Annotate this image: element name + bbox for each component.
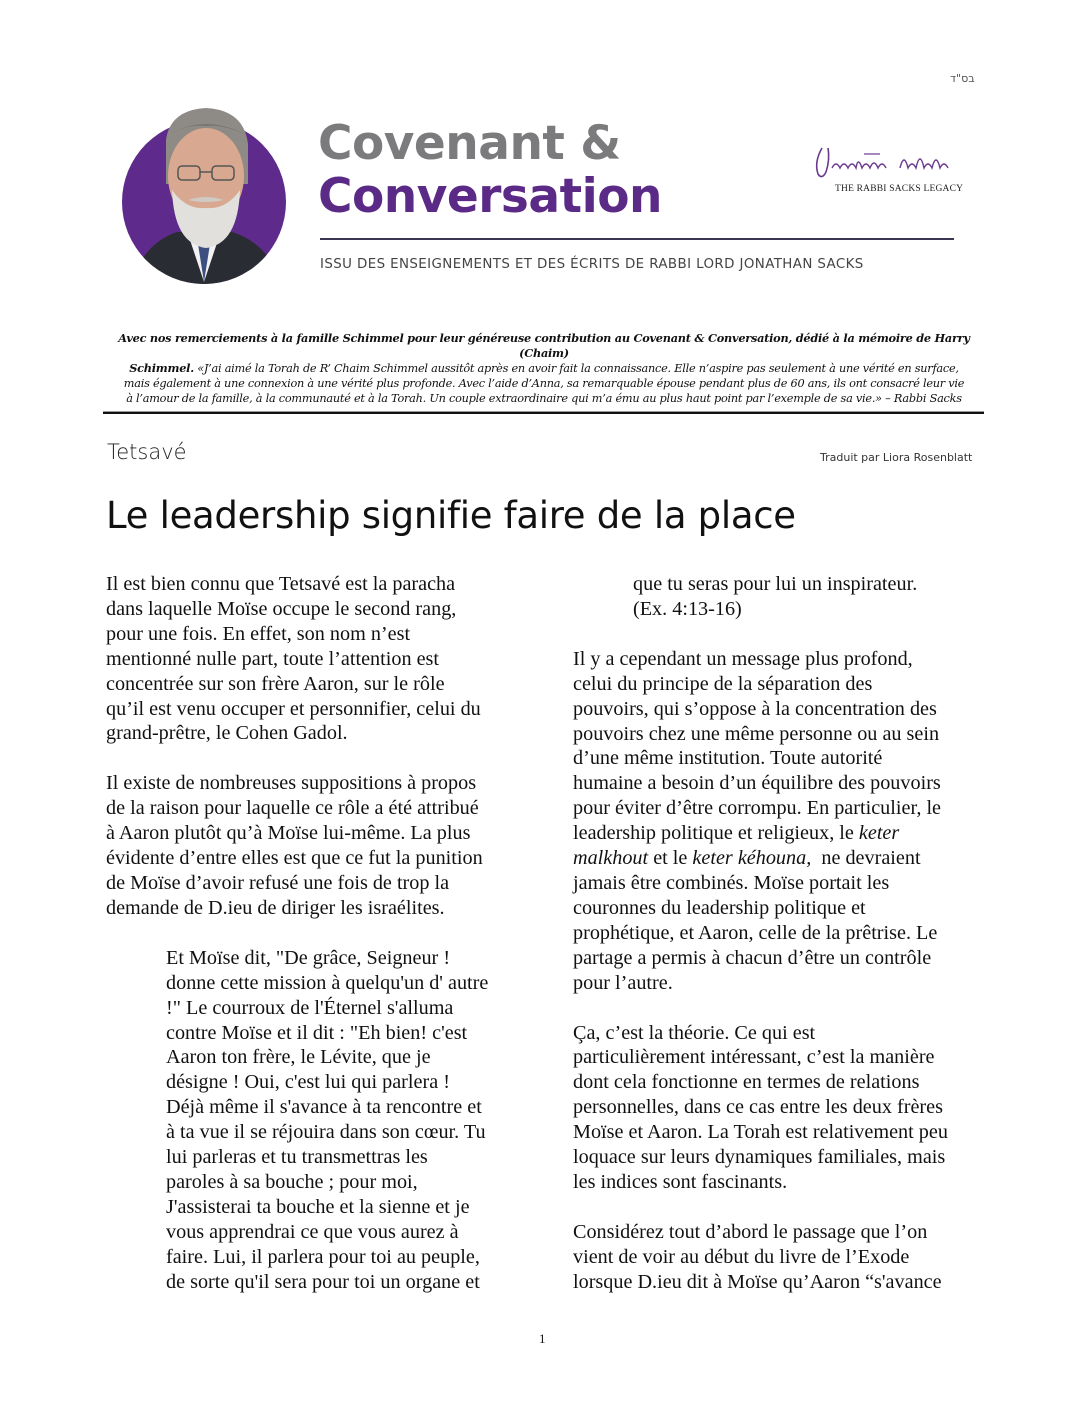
text-line: que tu seras pour lui un inspirateur. bbox=[633, 573, 918, 595]
text-line: dont cela fonctionne en termes de relations bbox=[573, 1071, 920, 1094]
text-line: !" Le courroux de l'Éternel s'alluma bbox=[166, 996, 454, 1019]
paragraph bbox=[106, 771, 488, 920]
brand-divider bbox=[320, 238, 954, 240]
hebrew-term: malkhout bbox=[573, 847, 649, 870]
text-line: demande de D.ieu de diriger les israélites. bbox=[106, 896, 445, 919]
text-line: couronnes du leadership politique et bbox=[573, 896, 866, 919]
right-column bbox=[573, 572, 948, 1295]
scripture-reference: (Ex. 4:13-16) bbox=[633, 597, 742, 620]
text-line: pouvoirs, qui s’oppose à la concentration des bbox=[573, 697, 937, 720]
parasha-name: Tetsavé bbox=[107, 440, 187, 464]
text-line: pour éviter d’être corrompu. En particulier, le bbox=[573, 797, 942, 820]
text-line: qu’il est venu occuper et personnifier, celui du bbox=[106, 697, 481, 720]
text-line: Aaron ton frère, le Lévite, que je bbox=[166, 1046, 431, 1069]
block-quote bbox=[106, 946, 488, 1295]
text-line: concentrée sur son frère Aaron, sur le rôle bbox=[106, 672, 445, 695]
brand-title-line1: Covenant & bbox=[318, 116, 621, 171]
text-line: lui parleras et tu transmettras les bbox=[166, 1146, 428, 1169]
dedication-line: à l’amour de la famille, à la communauté et à la Torah. Un couple extraordinaire qui m’a ému au plus haut point par l’exemple de sa vie.» – Rabbi Sacks bbox=[126, 392, 962, 405]
text-line: lorsque D.ieu dit à Moïse qu’Aaron “s'avance bbox=[573, 1270, 942, 1293]
text-line: celui du principe de la séparation des bbox=[573, 672, 873, 695]
text-line: à Aaron plutôt qu’à Moïse lui-même. La plus bbox=[106, 822, 471, 845]
text-line: prophétique, et Aaron, celle de la prêtrise. Le bbox=[573, 921, 938, 944]
text-line: Moïse et Aaron. La Torah est relativement peu bbox=[573, 1121, 948, 1144]
text-line: à ta vue il se réjouira dans son cœur. Tu bbox=[166, 1121, 486, 1144]
text-line: J'assisterai ta bouche et la sienne et je bbox=[166, 1195, 470, 1218]
text-line: donne cette mission à quelqu'un d' autre bbox=[166, 971, 489, 994]
text-line: Et Moïse dit, "De grâce, Seigneur ! bbox=[166, 946, 451, 969]
section-divider bbox=[103, 411, 984, 414]
text-line: Il y a cependant un message plus profond, bbox=[573, 647, 913, 670]
text-line: pouvoirs chez une même personne ou au sein bbox=[573, 722, 940, 745]
signature-logo-icon bbox=[808, 142, 958, 182]
dedication-line: Avec nos remerciements à la famille Schimmel pour leur généreuse contribution au Covenant & Conversation, dédié à la mémoire de Harry (Chaim) bbox=[118, 331, 970, 360]
paragraph bbox=[573, 647, 948, 996]
text-line: de sorte qu'il sera pour toi un organe et bbox=[166, 1270, 480, 1293]
text-line: pour une fois. En effet, son nom n’est bbox=[106, 622, 411, 645]
text-line: personnelles, dans ce cas entre les deux frères bbox=[573, 1096, 943, 1119]
brand-title-line2: Conversation bbox=[318, 169, 662, 224]
text-line: Il est bien connu que Tetsavé est la paracha bbox=[106, 573, 456, 595]
dedication-note bbox=[104, 331, 984, 406]
left-column bbox=[106, 572, 488, 1294]
text-line: leadership politique et religieux, le keter bbox=[573, 822, 900, 845]
translator-credit: Traduit par Liora Rosenblatt bbox=[820, 451, 973, 464]
paragraph bbox=[573, 1220, 948, 1295]
text-line: malkhout et le keter kéhouna, ne devraient bbox=[573, 847, 921, 870]
text-line: pour l’autre. bbox=[573, 971, 673, 994]
article-title: Le leadership signifie faire de la place bbox=[106, 494, 796, 537]
text-line: vous apprendrai ce que vous aurez à bbox=[166, 1220, 459, 1243]
dedication-line: Schimmel. «J’ai aimé la Torah de R’ Chaim Schimmel aussitôt après en avoir fait la connaissance. Elle n’aspire pas seulement à une vérité en surface, bbox=[129, 361, 959, 375]
page-number: 1 bbox=[539, 1331, 546, 1346]
text-line: loquace sur leurs dynamiques familiales, mais bbox=[573, 1146, 946, 1169]
text-line: paroles à sa bouche ; pour moi, bbox=[166, 1170, 418, 1193]
text-line: de Moïse d’avoir refusé une fois de trop la bbox=[106, 871, 450, 894]
text-line: évidente d’entre elles est que ce fut la punition bbox=[106, 847, 483, 870]
text-line: de la raison pour laquelle ce rôle a été attribué bbox=[106, 797, 479, 820]
text-line: désigne ! Oui, c'est lui qui parlera ! bbox=[166, 1071, 450, 1094]
text-line: mentionné nulle part, toute l’attention est bbox=[106, 647, 440, 670]
text-line: Ça, c’est la théorie. Ce qui est bbox=[573, 1021, 816, 1044]
block-quote-end bbox=[573, 572, 948, 622]
paragraph bbox=[573, 1021, 948, 1195]
text-line: Il existe de nombreuses suppositions à propos bbox=[106, 772, 477, 795]
paragraph bbox=[106, 572, 488, 746]
brand-tagline: ISSU DES ENSEIGNEMENTS ET DES ÉCRITS DE RABBI LORD JONATHAN SACKS bbox=[320, 257, 864, 272]
text-line: particulièrement intéressant, c’est la manière bbox=[573, 1046, 935, 1069]
text-line: humaine a besoin d’un équilibre des pouvoirs bbox=[573, 772, 941, 795]
rabbi-portrait-icon bbox=[122, 104, 287, 284]
bsd-marker: בס"ד bbox=[950, 72, 975, 85]
text-line: faire. Lui, il parlera pour toi au peuple, bbox=[166, 1245, 480, 1268]
text-line: jamais être combinés. Moïse portait les bbox=[573, 871, 890, 894]
dedication-line: mais également à une connexion à une vérité plus profonde. Avec l’aide d’Anna, sa remarquable épouse pendant plus de 60 ans, ils ont consacré leur vie bbox=[123, 377, 965, 390]
signature-caption: THE RABBI SACKS LEGACY bbox=[835, 184, 964, 194]
text-line: les indices sont fascinants. bbox=[573, 1170, 788, 1193]
text-line: dans laquelle Moïse occupe le second rang, bbox=[106, 597, 457, 620]
hebrew-term: keter kéhouna, bbox=[692, 847, 812, 870]
text-line: d’une même institution. Toute autorité bbox=[573, 747, 883, 770]
text-line: Déjà même il s'avance à ta rencontre et bbox=[166, 1096, 482, 1119]
text-line: vient de voir au début du livre de l’Exode bbox=[573, 1245, 910, 1268]
text-line: grand-prêtre, le Cohen Gadol. bbox=[106, 722, 348, 745]
text-line: partage a permis à chacun d’être un contrôle bbox=[573, 946, 932, 969]
text-line: Considérez tout d’abord le passage que l’on bbox=[573, 1220, 928, 1243]
hebrew-term: keter bbox=[858, 822, 900, 845]
text-line: contre Moïse et il dit : "Eh bien! c'est bbox=[166, 1021, 468, 1044]
